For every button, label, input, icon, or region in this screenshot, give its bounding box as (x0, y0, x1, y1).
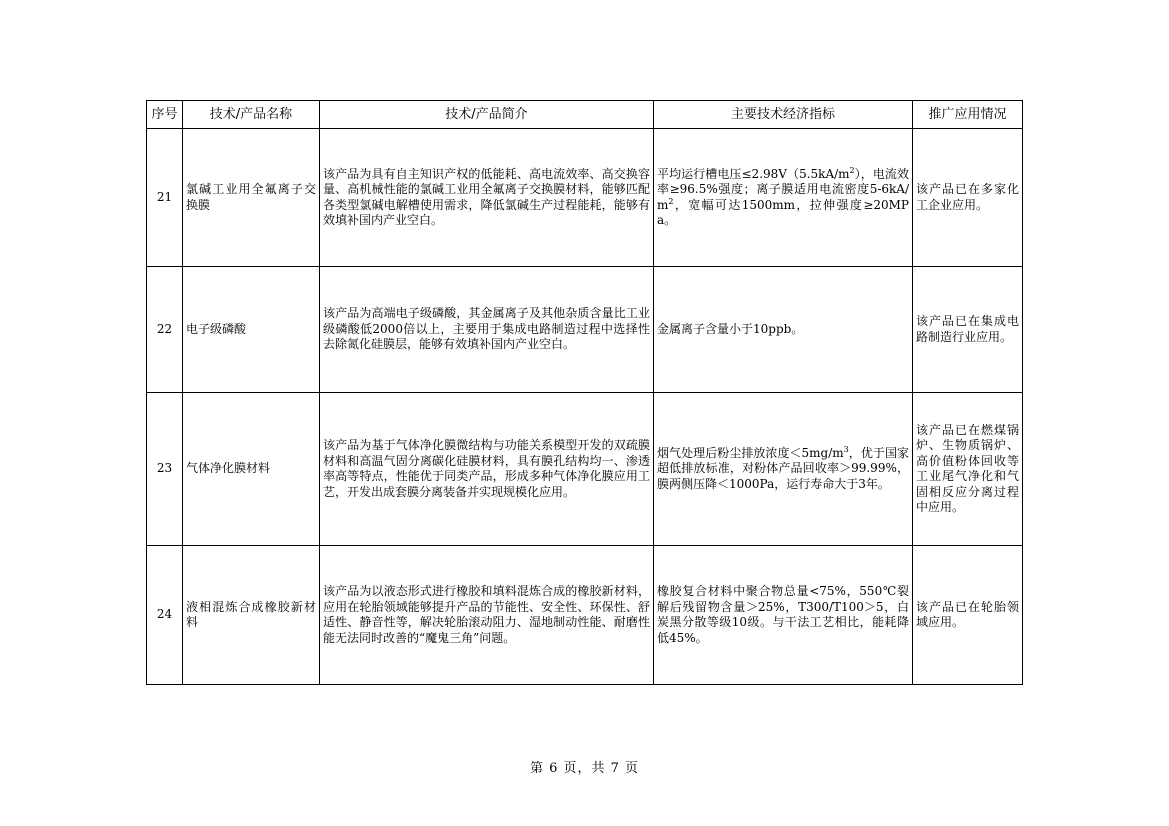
promotion-status: 该产品已在多家化工企业应用。 (913, 129, 1023, 267)
header-status: 推广应用情况 (913, 101, 1023, 129)
metric-superscript: 2 (668, 196, 674, 206)
page-footer: 第 6 页，共 7 页 (529, 761, 640, 776)
row-number: 23 (147, 393, 183, 546)
product-intro: 该产品为基于气体净化膜微结构与功能关系模型开发的双疏膜材料和高温气固分离碳化硅膜材料，具有膜孔结构均一、渗透率高等特点，性能优于同类产品，形成多种气体净化膜应用工艺，开发出成套膜分离装备并实现规模化应用。 (320, 393, 654, 546)
header-name: 技术/产品名称 (183, 101, 320, 129)
row-number: 22 (147, 267, 183, 393)
metric-text: ，宽幅可达1500mm，拉伸强度≥20MPa。 (657, 197, 909, 227)
product-intro: 该产品为高端电子级磷酸，其金属离子及其他杂质含量比工业级磷酸低2000倍以上，主要用于集成电路制造过程中选择性去除氮化硅膜层，能够有效填补国内产业空白。 (320, 267, 654, 393)
metric-text: 平均运行槽电压≤2.98V（5.5kA/m (657, 166, 850, 181)
table-row (147, 546, 1023, 685)
product-name: 电子级磷酸 (183, 267, 320, 393)
row-number: 21 (147, 129, 183, 267)
product-name: 氯碱工业用全氟离子交换膜 (183, 129, 320, 267)
table-row (147, 267, 1023, 393)
table-row (147, 393, 1023, 546)
header-number: 序号 (147, 101, 183, 129)
promotion-status: 该产品已在轮胎领域应用。 (913, 546, 1023, 685)
product-metrics: 橡胶复合材料中聚合物总量<75%，550℃裂解后残留物含量＞25%，T300/T100＞5，白炭黑分散等级10级。与干法工艺相比，能耗降低45%。 (654, 546, 913, 685)
table-header-row (147, 101, 1023, 129)
product-name: 气体净化膜材料 (183, 393, 320, 546)
metric-superscript: 3 (843, 444, 849, 454)
metric-text: ），电流效率≥96.5%强度；离子膜适用电流密度5-6kA/m (657, 166, 909, 212)
header-metrics: 主要技术经济指标 (654, 101, 913, 129)
product-metrics (654, 129, 913, 267)
row-number: 24 (147, 546, 183, 685)
product-intro: 该产品为以液态形式进行橡胶和填料混炼合成的橡胶新材料，应用在轮胎领域能够提升产品的节能性、安全性、环保性、舒适性、静音性等，解决轮胎滚动阻力、湿地制动性能、耐磨性能无法同时改善的“魔鬼三角”问题。 (320, 546, 654, 685)
promotion-status: 该产品已在集成电路制造行业应用。 (913, 267, 1023, 393)
product-name: 液相混炼合成橡胶新材料 (183, 546, 320, 685)
product-intro: 该产品为具有自主知识产权的低能耗、高电流效率、高交换容量、高机械性能的氯碱工业用全氟离子交换膜材料，能够匹配各类型氯碱电解槽使用需求，降低氯碱生产过程能耗，能够有效填补国内产业空白。 (320, 129, 654, 267)
promotion-status: 该产品已在燃煤锅炉、生物质锅炉、高价值粉体回收等工业尾气净化和气固相反应分离过程中应用。 (913, 393, 1023, 546)
metric-superscript: 2 (849, 165, 855, 175)
header-intro: 技术/产品简介 (320, 101, 654, 129)
table-row (147, 129, 1023, 267)
metric-text: 烟气处理后粉尘排放浓度＜5mg/m (657, 445, 844, 460)
metric-text: ，优于国家超低排放标准，对粉体产品回收率＞99.99%，膜两侧压降＜1000Pa，运行寿命大于3年。 (657, 445, 909, 491)
product-table (146, 100, 1023, 685)
product-metrics (654, 393, 913, 546)
product-metrics: 金属离子含量小于10ppb。 (654, 267, 913, 393)
